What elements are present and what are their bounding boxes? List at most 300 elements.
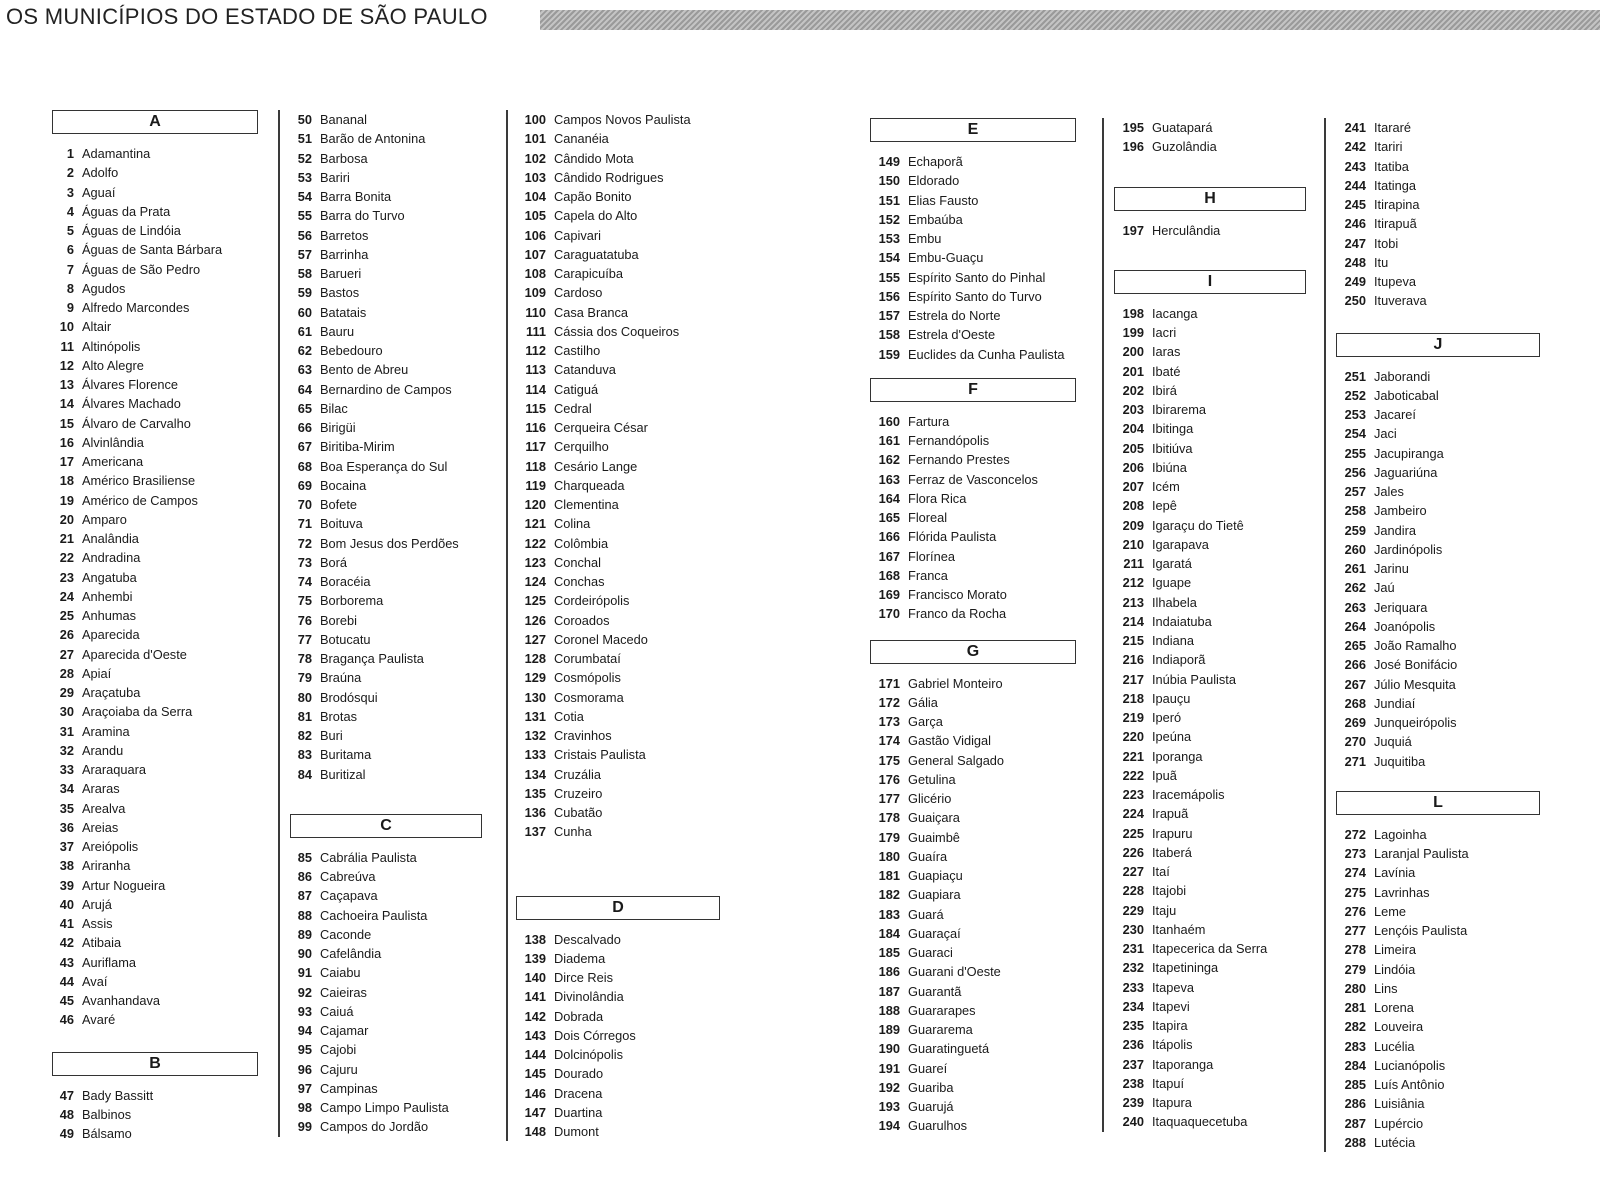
municipality-name: Guarani d'Oeste [908, 964, 1001, 980]
municipality-name: Birigüi [320, 420, 356, 435]
municipality-entry [870, 808, 1082, 827]
municipality-entry [52, 799, 267, 818]
municipality-number: 166 [878, 529, 900, 545]
municipality-number: 11 [60, 338, 74, 354]
municipality-entry [516, 822, 746, 841]
municipality-number: 273 [1344, 846, 1366, 861]
municipality-name: Duartina [554, 1104, 603, 1120]
municipality-entry [52, 1124, 267, 1143]
municipality-number: 234 [1122, 998, 1144, 1014]
municipality-entry [290, 649, 500, 668]
municipality-number: 259 [1344, 522, 1366, 538]
municipality-name: Conchal [554, 554, 601, 570]
municipality-entry [1114, 650, 1314, 669]
municipality-number: 281 [1344, 1000, 1366, 1015]
municipality-number: 70 [297, 497, 312, 512]
municipality-name: Júlio Mesquita [1374, 676, 1456, 692]
municipality-entry [290, 110, 500, 129]
municipality-name: Cotia [554, 708, 584, 724]
municipality-name: Barretos [320, 227, 369, 243]
municipality-number: 118 [525, 458, 546, 474]
municipality-number: 60 [297, 304, 312, 320]
municipality-number: 147 [524, 1104, 546, 1120]
municipality-number: 240 [1122, 1114, 1144, 1130]
municipality-name: Ipuã [1152, 767, 1177, 783]
municipality-entry [1336, 157, 1556, 176]
municipality-number: 258 [1344, 503, 1366, 519]
municipality-entry [1336, 521, 1556, 540]
municipality-entry [870, 527, 1082, 546]
municipality-entry [516, 283, 746, 302]
municipality-entry [290, 360, 500, 379]
municipality-entry [1114, 1093, 1314, 1112]
municipality-name: Boituva [320, 516, 363, 532]
municipality-name: Botucatu [320, 631, 371, 647]
municipality-number: 283 [1344, 1038, 1366, 1054]
municipality-entry [290, 514, 500, 533]
municipality-number: 149 [878, 154, 900, 169]
municipality-name: Areias [82, 819, 119, 835]
municipality-number: 180 [878, 848, 900, 864]
municipality-number: 286 [1344, 1096, 1366, 1112]
municipality-entry [52, 394, 267, 413]
municipality-number: 58 [297, 266, 312, 281]
municipality-name: Itapevi [1152, 998, 1190, 1014]
municipality-number: 131 [524, 708, 546, 724]
municipality-number: 245 [1344, 197, 1366, 212]
municipality-name: Lavrinhas [1374, 884, 1430, 900]
municipality-number: 209 [1122, 517, 1144, 533]
municipality-name: Lucianópolis [1374, 1057, 1446, 1073]
municipality-name: Laranjal Paulista [1374, 846, 1469, 861]
municipality-number: 206 [1122, 459, 1144, 475]
municipality-entry [290, 1021, 500, 1040]
municipality-entry [516, 129, 746, 148]
municipality-number: 41 [59, 916, 74, 931]
municipality-name: Bastos [320, 285, 360, 301]
municipality-number: 87 [297, 888, 312, 904]
municipality-entry [1114, 535, 1314, 554]
municipality-name: Caieiras [320, 984, 367, 1000]
municipality-entry [1336, 713, 1556, 732]
municipality-entry [516, 418, 746, 437]
municipality-name: Bom Jesus dos Perdões [320, 535, 459, 551]
municipality-number: 85 [297, 849, 312, 865]
municipality-name: Guaiçara [908, 810, 960, 826]
municipality-name: Iracemápolis [1152, 787, 1225, 802]
municipality-number: 136 [524, 805, 546, 820]
municipality-number: 194 [878, 1118, 900, 1134]
municipality-entry [516, 1064, 746, 1083]
municipality-number: 104 [524, 189, 546, 204]
municipality-name: Garça [908, 714, 943, 729]
municipality-number: 282 [1344, 1019, 1366, 1035]
municipality-name: Itirapina [1374, 197, 1420, 212]
municipality-entry [1114, 496, 1314, 515]
municipality-name: Buritama [320, 747, 372, 763]
municipality-name: Guararema [908, 1022, 973, 1037]
municipality-entry [870, 1116, 1082, 1135]
municipality-name: Casa Branca [554, 304, 628, 320]
municipality-name: Embu [908, 231, 942, 246]
municipality-name: Coroados [554, 612, 610, 628]
municipality-name: Itapecerica da Serra [1152, 941, 1268, 956]
municipality-number: 226 [1122, 844, 1144, 860]
municipality-name: Itaí [1152, 864, 1170, 879]
municipality-entry [52, 183, 267, 202]
municipality-name: Echaporã [908, 154, 963, 169]
municipality-number: 189 [878, 1022, 900, 1037]
municipality-name: Campinas [320, 1080, 378, 1096]
municipality-entry [1336, 732, 1556, 751]
municipality-name: Aguaí [82, 184, 116, 200]
municipality-name: Euclides da Cunha Paulista [908, 346, 1065, 362]
municipality-entry [516, 987, 746, 1006]
municipality-name: Louveira [1374, 1019, 1424, 1035]
municipality-number: 221 [1122, 748, 1144, 764]
municipality-entry [870, 712, 1082, 731]
municipality-name: Braúna [320, 670, 362, 686]
municipality-number: 3 [66, 184, 74, 200]
letter-header: E [870, 118, 1076, 142]
municipality-name: Cabrália Paulista [320, 849, 417, 865]
municipality-entry [52, 876, 267, 895]
municipality-entry [290, 1098, 500, 1117]
municipality-number: 162 [878, 452, 900, 468]
municipality-entry [516, 630, 746, 649]
municipality-name: Clementina [554, 497, 619, 512]
municipality-number: 215 [1122, 633, 1144, 648]
municipality-entry [516, 1122, 746, 1141]
municipality-name: Arealva [82, 800, 126, 816]
municipality-entry [1114, 612, 1314, 631]
municipality-entry [1336, 234, 1556, 253]
municipality-name: General Salgado [908, 752, 1005, 768]
municipality-number: 97 [297, 1080, 312, 1096]
municipality-name: Iaras [1152, 344, 1181, 360]
municipality-number: 233 [1122, 979, 1144, 995]
municipality-entry [870, 866, 1082, 885]
municipality-number: 178 [878, 810, 900, 826]
municipality-name: Cajuru [320, 1061, 358, 1077]
municipality-entry [1336, 367, 1556, 386]
municipality-entry [1336, 1037, 1556, 1056]
municipality-name: Auriflama [82, 954, 137, 970]
municipality-entry [290, 341, 500, 360]
municipality-number: 55 [297, 208, 312, 224]
municipality-number: 66 [297, 420, 312, 435]
municipality-number: 199 [1122, 325, 1144, 340]
municipality-number: 64 [297, 381, 312, 397]
municipality-name: Fartura [908, 413, 950, 429]
municipality-entry [516, 1007, 746, 1026]
municipality-name: Areiópolis [82, 839, 139, 854]
municipality-name: Boracéia [320, 574, 371, 589]
municipality-number: 7 [66, 261, 74, 277]
municipality-name: Cravinhos [554, 728, 612, 743]
municipality-name: Embu-Guaçu [908, 250, 984, 266]
municipality-entry [1336, 540, 1556, 559]
municipality-number: 268 [1344, 695, 1366, 711]
municipality-number: 65 [297, 400, 312, 416]
municipality-number: 20 [59, 511, 74, 527]
municipality-entry [52, 317, 267, 336]
municipality-name: Cananéia [554, 131, 609, 147]
municipality-number: 219 [1122, 710, 1144, 725]
municipality-name: Indiana [1152, 633, 1194, 648]
municipality-entry [1114, 997, 1314, 1016]
municipality-number: 112 [525, 343, 546, 358]
municipality-entry [290, 206, 500, 225]
municipality-number: 152 [878, 211, 900, 227]
municipality-entry [290, 867, 500, 886]
municipality-number: 222 [1122, 767, 1144, 783]
municipality-name: Itapeva [1152, 979, 1194, 995]
municipality-number: 251 [1344, 368, 1366, 384]
municipality-name: Embaúba [908, 211, 963, 227]
municipality-number: 246 [1344, 216, 1366, 232]
municipality-name: Espírito Santo do Pinhal [908, 269, 1046, 285]
municipality-name: Jaboticabal [1374, 387, 1439, 403]
municipality-entry [290, 149, 500, 168]
municipality-number: 176 [878, 771, 900, 787]
municipality-entry [52, 991, 267, 1010]
municipality-name: Analândia [82, 531, 139, 546]
municipality-entry [52, 1086, 267, 1105]
municipality-number: 272 [1344, 826, 1366, 842]
municipality-name: Guarantã [908, 983, 962, 999]
municipality-number: 141 [524, 989, 546, 1005]
municipality-entry [516, 611, 746, 630]
municipality-number: 111 [526, 323, 546, 339]
municipality-name: Lucélia [1374, 1038, 1415, 1054]
municipality-number: 105 [524, 208, 546, 224]
municipality-number: 12 [59, 357, 74, 373]
municipality-entry [1336, 675, 1556, 694]
municipality-entry [1114, 400, 1314, 419]
municipality-name: Castilho [554, 343, 601, 358]
municipality-name: Itapuí [1152, 1075, 1185, 1091]
municipality-number: 10 [59, 319, 74, 335]
municipality-entry [1336, 921, 1556, 940]
municipality-number: 75 [297, 593, 312, 609]
municipality-name: Getulina [908, 771, 956, 787]
municipality-number: 164 [878, 490, 900, 506]
municipality-number: 196 [1122, 139, 1144, 155]
municipality-entry [870, 982, 1082, 1001]
municipality-name: Adamantina [82, 146, 151, 161]
column-4 [870, 118, 1082, 1136]
municipality-entry [1336, 424, 1556, 443]
municipality-name: Campo Limpo Paulista [320, 1100, 449, 1115]
municipality-number: 116 [525, 420, 546, 435]
municipality-entry [52, 202, 267, 221]
municipality-name: Colina [554, 516, 591, 532]
municipality-name: Aramina [82, 723, 130, 739]
municipality-name: Ipauçu [1152, 690, 1191, 706]
municipality-name: Bauru [320, 323, 355, 339]
municipality-entry [290, 437, 500, 456]
municipality-number: 113 [525, 362, 546, 378]
municipality-number: 16 [59, 434, 74, 450]
municipality-entry [290, 226, 500, 245]
municipality-name: João Ramalho [1374, 638, 1457, 653]
municipality-name: Flórida Paulista [908, 529, 997, 545]
municipality-number: 216 [1122, 652, 1144, 668]
municipality-name: Ibaté [1152, 363, 1181, 379]
municipality-number: 103 [524, 169, 546, 185]
municipality-number: 172 [878, 694, 900, 710]
letter-header: B [52, 1052, 258, 1076]
municipality-entry [516, 245, 746, 264]
municipality-entry [52, 683, 267, 702]
municipality-number: 74 [297, 574, 312, 589]
municipality-entry [870, 585, 1082, 604]
municipality-name: Dolcinópolis [554, 1047, 623, 1062]
municipality-number: 274 [1344, 865, 1366, 881]
municipality-entry [870, 885, 1082, 904]
municipality-number: 88 [297, 907, 312, 923]
municipality-entry [1336, 825, 1556, 844]
municipality-name: Itaporanga [1152, 1056, 1214, 1072]
municipality-name: Guaimbê [908, 829, 960, 845]
municipality-entry [516, 360, 746, 379]
municipality-entry [1114, 689, 1314, 708]
municipality-name: Andradina [82, 550, 141, 566]
municipality-entry [52, 298, 267, 317]
municipality-name: Avanhandava [82, 993, 161, 1008]
municipality-number: 15 [59, 415, 74, 431]
municipality-number: 202 [1122, 382, 1144, 398]
municipality-entry [52, 837, 267, 856]
municipality-name: Cruzália [554, 766, 601, 782]
municipality-entry [290, 765, 500, 784]
municipality-name: Itapetininga [1152, 960, 1219, 976]
municipality-entry [1114, 939, 1314, 958]
municipality-number: 155 [878, 269, 900, 285]
municipality-entry [516, 206, 746, 225]
municipality-name: Jambeiro [1374, 503, 1427, 519]
municipality-entry [1114, 804, 1314, 823]
municipality-number: 77 [297, 631, 312, 647]
municipality-name: Ituverava [1374, 293, 1427, 309]
letter-header: F [870, 378, 1076, 402]
municipality-name: Coronel Macedo [554, 631, 648, 647]
municipality-name: Dumont [554, 1124, 599, 1139]
municipality-name: Guapiara [908, 887, 961, 903]
municipality-number: 81 [297, 708, 312, 724]
municipality-entry [516, 322, 746, 341]
municipality-number: 106 [524, 227, 546, 243]
municipality-name: Álvares Florence [82, 377, 179, 392]
municipality-entry [52, 645, 267, 664]
municipality-name: Bofete [320, 497, 357, 512]
municipality-name: Bilac [320, 400, 348, 416]
municipality-name: Altair [82, 319, 112, 335]
municipality-number: 79 [297, 670, 312, 686]
municipality-entry [52, 587, 267, 606]
municipality-number: 93 [297, 1003, 312, 1019]
municipality-number: 243 [1344, 158, 1366, 174]
municipality-name: Juquitiba [1374, 753, 1426, 769]
municipality-number: 82 [297, 728, 312, 743]
municipality-entry [52, 625, 267, 644]
municipality-name: Juquiá [1374, 734, 1412, 750]
municipality-entry [516, 149, 746, 168]
municipality-name: Cachoeira Paulista [320, 907, 428, 923]
municipality-number: 134 [524, 766, 546, 782]
municipality-name: Guarujá [908, 1099, 954, 1114]
municipality-entry [870, 450, 1082, 469]
letter-header: A [52, 110, 258, 134]
municipality-number: 51 [297, 131, 312, 147]
municipality-number: 133 [524, 747, 546, 763]
municipality-name: Lavínia [1374, 865, 1416, 881]
municipality-name: Luís Antônio [1374, 1077, 1445, 1092]
municipality-entry [290, 129, 500, 148]
municipality-number: 212 [1122, 575, 1144, 591]
municipality-number: 218 [1122, 690, 1144, 706]
municipality-number: 276 [1344, 903, 1366, 919]
municipality-name: Itu [1374, 254, 1389, 270]
municipality-entry [52, 144, 267, 163]
municipality-name: Assis [82, 916, 113, 931]
letter-header: D [516, 896, 720, 920]
municipality-name: Itaquaquecetuba [1152, 1114, 1248, 1130]
municipality-entry [290, 1117, 500, 1136]
title-decorative-bar [540, 10, 1600, 30]
municipality-name: Jaborandi [1374, 368, 1431, 384]
municipality-entry [516, 437, 746, 456]
municipality-number: 140 [524, 970, 546, 985]
municipality-entry [1114, 1035, 1314, 1054]
municipality-number: 220 [1122, 729, 1144, 745]
municipality-entry [1114, 727, 1314, 746]
municipality-entry [290, 457, 500, 476]
municipality-entry [1336, 501, 1556, 520]
municipality-entry [290, 245, 500, 264]
municipality-number: 175 [878, 752, 900, 768]
municipality-entry [516, 226, 746, 245]
municipality-number: 165 [878, 510, 900, 525]
municipality-name: Iacri [1152, 325, 1177, 340]
municipality-entry [290, 1079, 500, 1098]
municipality-number: 32 [59, 742, 74, 758]
municipality-entry [870, 210, 1082, 229]
municipality-entry [52, 664, 267, 683]
municipality-number: 80 [297, 689, 312, 705]
municipality-entry [52, 452, 267, 471]
municipality-number: 117 [525, 439, 546, 455]
municipality-entry [870, 268, 1082, 287]
municipality-name: Colômbia [554, 535, 609, 551]
municipality-entry [516, 803, 746, 822]
municipality-number: 239 [1122, 1095, 1144, 1110]
municipality-number: 177 [878, 791, 900, 806]
municipality-name: Itirapuã [1374, 216, 1417, 232]
municipality-number: 169 [878, 587, 900, 602]
municipality-number: 49 [59, 1126, 74, 1141]
municipality-name: Guarulhos [908, 1118, 968, 1134]
municipality-name: Águas da Prata [82, 203, 171, 219]
municipality-name: Floreal [908, 510, 948, 525]
municipality-entry [1114, 1112, 1314, 1131]
municipality-entry [52, 221, 267, 240]
municipality-entry [52, 279, 267, 298]
municipality-name: Glicério [908, 791, 952, 806]
municipality-name: Eldorado [908, 173, 960, 189]
municipality-entry [1114, 304, 1314, 323]
